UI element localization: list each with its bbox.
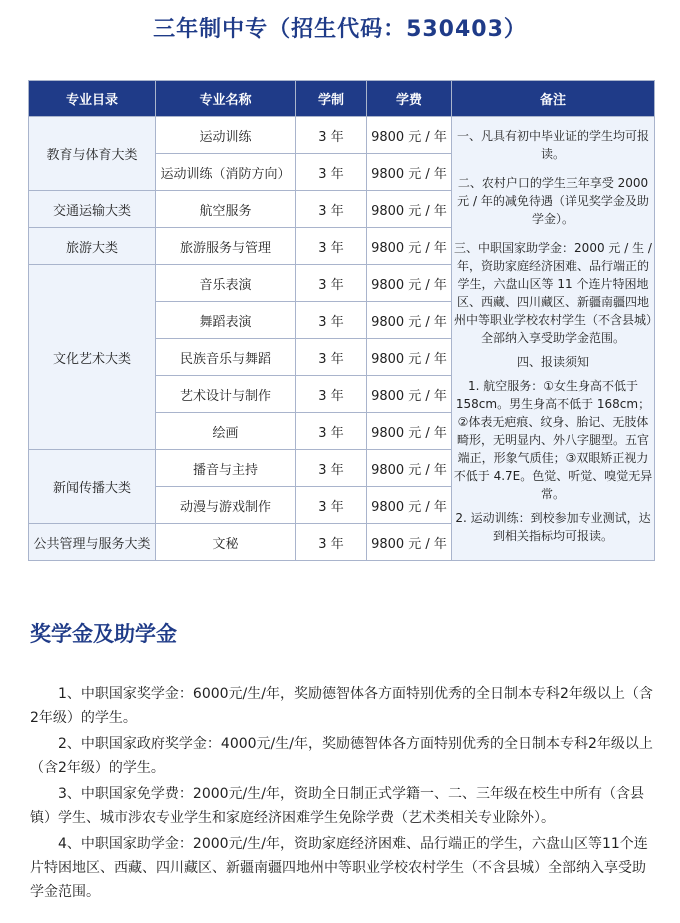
table-header-row <box>29 81 655 117</box>
years-cell: 3 年 <box>296 154 367 191</box>
scholarship-paragraph: 1、中职国家奖学金：6000元/生/年，奖励德智体各方面特别优秀的全日制本专科2年级以上（含2年级）的学生。 <box>30 686 653 726</box>
fee-cell: 9800 元 / 年 <box>367 191 452 228</box>
major-cell: 音乐表演 <box>156 265 296 302</box>
fee-cell: 9800 元 / 年 <box>367 117 452 154</box>
major-cell: 文秘 <box>156 524 296 561</box>
page-title: 三年制中专（招生代码：530403） <box>153 17 527 42</box>
scholarship-heading: 奖学金及助学金 <box>30 622 177 646</box>
header-major: 专业名称 <box>156 81 296 117</box>
fee-cell: 9800 元 / 年 <box>367 265 452 302</box>
scholarship-body <box>30 682 656 906</box>
note-item: 四、报读须知 <box>516 354 589 369</box>
major-cell: 播音与主持 <box>156 450 296 487</box>
years-cell: 3 年 <box>296 376 367 413</box>
fee-cell: 9800 元 / 年 <box>367 450 452 487</box>
scholarship-paragraph: 4、中职国家助学金：2000元/生/年，资助家庭经济困难、品行端正的学生，六盘山区等11个连片特困地区、西藏、四川藏区、新疆南疆四地州中等职业学校农村学生（不含县城）全部纳入享受助学金范围。 <box>30 836 648 900</box>
note-item: 1. 航空服务：①女生身高不低于 158cm。男生身高不低于 168cm；②体表无疤痕、纹身、胎记、无肢体畸形，无明显内、外八字腿型。五官端正，形象气质佳；③双眼矫正视力不低于 4.7E。色觉、听觉、嗅觉无异常。 <box>453 378 653 501</box>
note-item: 三、中职国家助学金：2000 元 / 生 / 年，资助家庭经济困难、品行端正的学生，六盘山区等 11 个连片特困地区、西藏、四川藏区、新疆南疆四地州中等职业学校农村学生（不含县城）全部纳入享受助学金范围。 <box>453 240 652 345</box>
category-cell: 文化艺术大类 <box>29 265 156 450</box>
scholarship-paragraph: 3、中职国家免学费：2000元/生/年，资助全日制正式学籍一、二、三年级在校生中所有（含县镇）学生、城市涉农专业学生和家庭经济困难学生免除学费（艺术类相关专业除外）。 <box>30 786 644 826</box>
years-cell: 3 年 <box>296 302 367 339</box>
years-cell: 3 年 <box>296 450 367 487</box>
major-cell: 运动训练 <box>156 117 296 154</box>
notes-cell <box>452 117 655 561</box>
fee-cell: 9800 元 / 年 <box>367 339 452 376</box>
header-fee: 学费 <box>367 81 452 117</box>
major-cell: 航空服务 <box>156 191 296 228</box>
fee-cell: 9800 元 / 年 <box>367 154 452 191</box>
note-item: 二、农村户口的学生三年享受 2000 元 / 年的减免待遇（详见奖学金及助学金）。 <box>457 175 649 226</box>
header-category: 专业目录 <box>29 81 156 117</box>
years-cell: 3 年 <box>296 339 367 376</box>
fee-cell: 9800 元 / 年 <box>367 524 452 561</box>
years-cell: 3 年 <box>296 191 367 228</box>
program-table <box>28 80 655 561</box>
fee-cell: 9800 元 / 年 <box>367 413 452 450</box>
major-cell: 旅游服务与管理 <box>156 228 296 265</box>
category-cell: 交通运输大类 <box>29 191 156 228</box>
major-cell: 运动训练（消防方向） <box>156 154 296 191</box>
note-item: 2. 运动训练：到校参加专业测试，达到相关指标均可报读。 <box>455 510 651 543</box>
category-cell: 公共管理与服务大类 <box>29 524 156 561</box>
fee-cell: 9800 元 / 年 <box>367 487 452 524</box>
years-cell: 3 年 <box>296 228 367 265</box>
years-cell: 3 年 <box>296 524 367 561</box>
category-cell: 新闻传播大类 <box>29 450 156 524</box>
years-cell: 3 年 <box>296 117 367 154</box>
major-cell: 艺术设计与制作 <box>156 376 296 413</box>
category-cell: 教育与体育大类 <box>29 117 156 191</box>
table-row <box>29 117 655 154</box>
major-cell: 舞蹈表演 <box>156 302 296 339</box>
scholarship-paragraph: 2、中职国家政府奖学金：4000元/生/年，奖励德智体各方面特别优秀的全日制本专科2年级以上（含2年级）的学生。 <box>30 736 653 776</box>
fee-cell: 9800 元 / 年 <box>367 302 452 339</box>
years-cell: 3 年 <box>296 487 367 524</box>
major-cell: 民族音乐与舞蹈 <box>156 339 296 376</box>
years-cell: 3 年 <box>296 265 367 302</box>
major-cell: 绘画 <box>156 413 296 450</box>
fee-cell: 9800 元 / 年 <box>367 228 452 265</box>
major-cell: 动漫与游戏制作 <box>156 487 296 524</box>
category-cell: 旅游大类 <box>29 228 156 265</box>
header-notes: 备注 <box>452 81 655 117</box>
years-cell: 3 年 <box>296 413 367 450</box>
note-item: 一、凡具有初中毕业证的学生均可报读。 <box>456 128 649 161</box>
fee-cell: 9800 元 / 年 <box>367 376 452 413</box>
header-years: 学制 <box>296 81 367 117</box>
